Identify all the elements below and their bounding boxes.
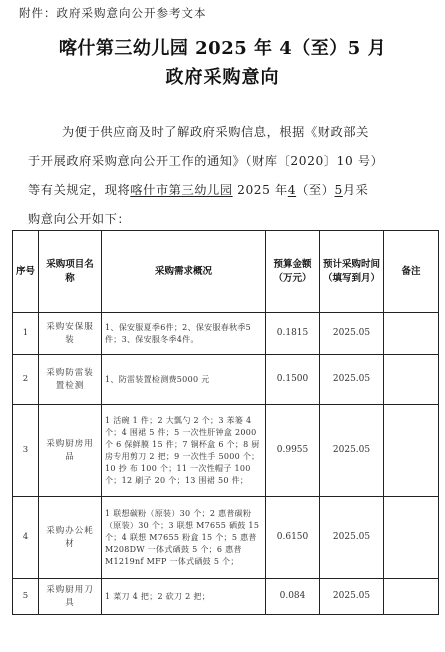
header-budget: 预算金额（万元）	[266, 231, 320, 313]
header-remark: 备注	[384, 231, 439, 313]
row-project: 采购安保服装	[39, 313, 102, 355]
row-requirements: 1、防雷装置检测费5000 元	[102, 355, 266, 405]
row-time: 2025.05	[320, 497, 384, 579]
row-budget: 0.1815	[266, 313, 320, 355]
row-seq: 1	[13, 313, 39, 355]
intro-line-1: 为便于供应商及时了解政府采购信息，根据《财政部关	[62, 125, 369, 139]
row-time: 2025.05	[320, 405, 384, 497]
attachment-label: 附件：政府采购意向公开参考文本	[19, 6, 207, 20]
row-project: 采购厨用刀具	[39, 579, 102, 615]
row-remark	[384, 497, 439, 579]
row-remark	[384, 405, 439, 497]
row-seq: 4	[13, 497, 39, 579]
intro-line-3-pre: 等有关规定，现将	[28, 183, 131, 197]
table-header-row	[13, 231, 439, 313]
row-project: 采购防雷装置检测	[39, 355, 102, 405]
row-requirements: 1 联想碳粉（原装）30 个；2 惠普碳粉（原装）30 个；3 联想 M7655 硒鼓 15 个；4 联想 M7655 粉盒 15 个；5 惠普 M208DW 一体式硒鼓 5 个；6 惠普 M1219nf MFP 一体式硒鼓 5 个；	[102, 497, 266, 579]
row-time: 2025.05	[320, 579, 384, 615]
document-title: 喀什第三幼儿园 2025 年 4（至）5 月	[58, 38, 387, 59]
row-time: 2025.05	[320, 313, 384, 355]
row-project: 采购厨房用品	[39, 405, 102, 497]
header-time: 预计采购时间（填写到月）	[320, 231, 384, 313]
row-budget: 0.084	[266, 579, 320, 615]
intro-line-3-paren: （至）	[296, 183, 335, 197]
row-requirements: 1 活碗 1 件；2 大瓢勺 2 个；3 苯篓 4 个；4 围裙 5 件；5 一次性肝钟盒 2000 个 6 保鲜膜 15 件；7 铜杯盒 6 个；8 厨房专用剪刀 2 把；9 一次性手 5000 个；10 抄 布 100 个；11 一次性帽子 100 个；12 刷子 20 个；13 围裙 50 件；	[102, 405, 266, 497]
intro-line-3	[28, 176, 368, 205]
start-month: 4	[287, 183, 297, 197]
row-budget: 0.1500	[266, 355, 320, 405]
row-remark	[384, 355, 439, 405]
procurement-table	[12, 230, 439, 615]
header-seq: 序号	[13, 231, 39, 313]
row-project: 采购办公耗材	[39, 497, 102, 579]
table-row	[13, 313, 439, 355]
header-project: 采购项目名称	[39, 231, 102, 313]
row-budget: 0.6150	[266, 497, 320, 579]
intro-line-2: 于开展政府采购意向公开工作的通知》（财库〔2020〕10 号）	[28, 154, 384, 168]
table-row	[13, 405, 439, 497]
intro-line-3-year: 2025 年	[232, 183, 288, 197]
row-requirements: 1、保安服夏季6件；2、保安服春秋季5件；3、保安服冬季4件。	[102, 313, 266, 355]
intro-line-3-post: 月采	[342, 183, 369, 197]
row-time: 2025.05	[320, 355, 384, 405]
row-seq: 5	[13, 579, 39, 615]
table-row	[13, 579, 439, 615]
row-remark	[384, 313, 439, 355]
intro-line-4: 购意向公开如下：	[28, 212, 131, 226]
row-seq: 2	[13, 355, 39, 405]
row-remark	[384, 579, 439, 615]
row-seq: 3	[13, 405, 39, 497]
table-row	[13, 497, 439, 579]
header-requirements: 采购需求概况	[102, 231, 266, 313]
row-requirements: 1 菜刀 4 把；2 砍刀 2 把；	[102, 579, 266, 615]
row-budget: 0.9955	[266, 405, 320, 497]
purchasing-unit-name: 喀什市第三幼儿园	[130, 183, 233, 197]
document-subtitle: 政府采购意向	[165, 67, 280, 88]
end-month: 5	[334, 183, 343, 197]
table-row	[13, 355, 439, 405]
